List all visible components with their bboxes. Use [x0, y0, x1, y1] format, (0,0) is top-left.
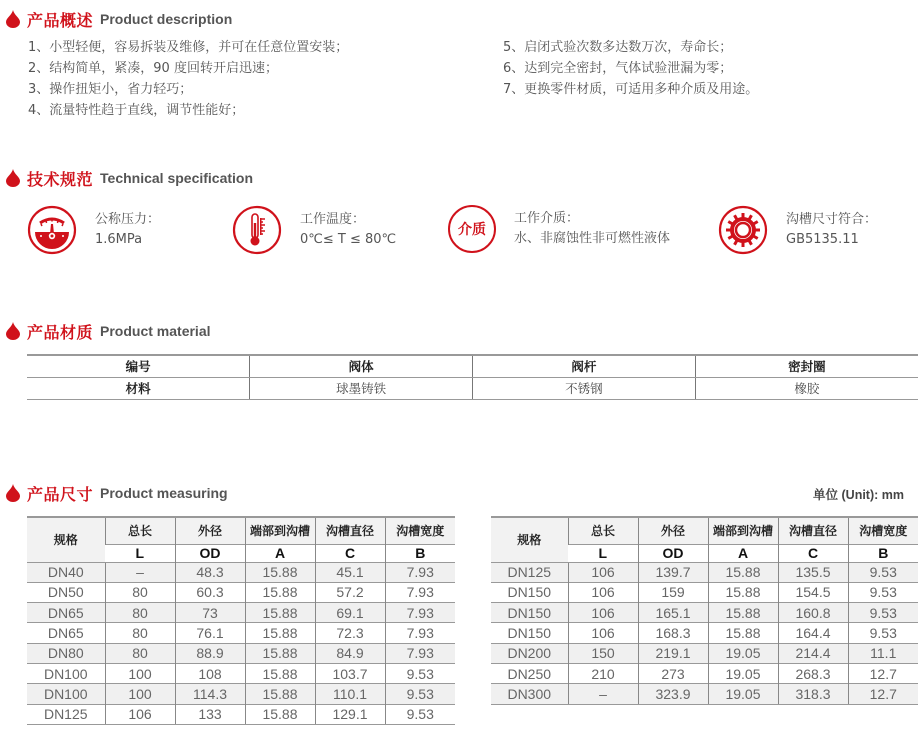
table-cell: 7.93 — [385, 643, 455, 663]
table-cell: 12.7 — [848, 684, 918, 704]
table-row — [27, 643, 455, 663]
spec-label: 沟槽尺寸符合： — [786, 212, 878, 227]
table-cell: 7.93 — [385, 582, 455, 602]
spec-medium — [448, 205, 670, 253]
table-row — [491, 663, 918, 683]
table-cell: 7.93 — [385, 603, 455, 623]
dimension-header-row — [27, 517, 455, 544]
description-item: 5、启闭式验次数多达数万次，寿命长； — [503, 40, 733, 55]
section-title-description — [6, 7, 232, 31]
table-cell: 19.05 — [708, 684, 778, 704]
material-cell: 球墨铸铁 — [250, 377, 473, 399]
table-cell: 133 — [175, 704, 245, 724]
table-cell: 106 — [568, 623, 638, 643]
table-cell: 7.93 — [385, 562, 455, 582]
table-cell: 214.4 — [778, 643, 848, 663]
spec-label: 公称压力： — [95, 212, 161, 227]
table-cell: 7.93 — [385, 623, 455, 643]
spec-label: 工作温度： — [300, 212, 366, 227]
table-cell: – — [105, 562, 175, 582]
table-cell: 15.88 — [708, 582, 778, 602]
section-title-technical — [6, 166, 253, 190]
table-cell: 11.1 — [848, 643, 918, 663]
table-cell: DN50 — [27, 582, 105, 602]
table-cell: 45.1 — [315, 562, 385, 582]
table-cell: 73 — [175, 603, 245, 623]
table-cell: DN40 — [27, 562, 105, 582]
dimension-table-right — [491, 516, 918, 705]
symbol-a: A — [245, 544, 315, 562]
table-cell: 15.88 — [708, 603, 778, 623]
unit-label: 单位 (Unit): mm — [813, 488, 904, 502]
symbol-l: L — [568, 544, 638, 562]
flame-drop-icon — [6, 10, 20, 28]
medium-badge-icon — [448, 205, 496, 253]
table-row — [27, 562, 455, 582]
table-cell: DN150 — [491, 603, 568, 623]
technical-title-cn: 技术规范 — [27, 169, 94, 189]
symbol-b: B — [385, 544, 455, 562]
table-row — [27, 684, 455, 704]
table-cell: 268.3 — [778, 663, 848, 683]
material-table — [27, 354, 918, 400]
table-cell: 106 — [568, 562, 638, 582]
table-cell: DN65 — [27, 603, 105, 623]
table-cell: DN150 — [491, 623, 568, 643]
table-cell: DN300 — [491, 684, 568, 704]
table-cell: 15.88 — [245, 603, 315, 623]
table-cell: 15.88 — [245, 623, 315, 643]
table-cell: 15.88 — [245, 582, 315, 602]
table-row — [27, 603, 455, 623]
table-cell: 12.7 — [848, 663, 918, 683]
material-header-cell: 阀杆 — [473, 355, 696, 377]
spec-value: 1.6MPa — [95, 232, 143, 247]
symbol-c: C — [778, 544, 848, 562]
table-row — [27, 663, 455, 683]
table-cell: DN125 — [27, 704, 105, 724]
header-groove-diameter: 沟槽直径 — [315, 517, 385, 544]
header-spec: 规格 — [27, 517, 105, 562]
material-header-cell: 密封圈 — [695, 355, 918, 377]
table-cell: 135.5 — [778, 562, 848, 582]
table-cell: 210 — [568, 663, 638, 683]
table-cell: 9.53 — [848, 582, 918, 602]
table-cell: 15.88 — [708, 562, 778, 582]
table-cell: 159 — [638, 582, 708, 602]
table-cell: 108 — [175, 663, 245, 683]
table-row — [491, 684, 918, 704]
symbol-l: L — [105, 544, 175, 562]
table-cell: 76.1 — [175, 623, 245, 643]
material-row — [27, 377, 918, 399]
table-cell: 15.88 — [708, 623, 778, 643]
table-cell: 160.8 — [778, 603, 848, 623]
spec-value: 0℃≤ T ≤ 80℃ — [300, 232, 397, 247]
table-cell: 100 — [105, 684, 175, 704]
material-title-en: Product material — [100, 323, 211, 339]
description-title-cn: 产品概述 — [27, 10, 94, 30]
material-cell: 橡胶 — [695, 377, 918, 399]
table-cell: DN100 — [27, 663, 105, 683]
pressure-gauge-icon — [27, 205, 77, 255]
measuring-title-en: Product measuring — [100, 485, 228, 501]
table-cell: 72.3 — [315, 623, 385, 643]
table-row — [491, 603, 918, 623]
header-groove-width: 沟槽宽度 — [385, 517, 455, 544]
medium-badge-text: 介质 — [458, 222, 486, 238]
table-cell: DN200 — [491, 643, 568, 663]
table-cell: DN100 — [27, 684, 105, 704]
flame-drop-icon — [6, 322, 20, 340]
table-cell: 164.4 — [778, 623, 848, 643]
table-cell: 84.9 — [315, 643, 385, 663]
spec-temperature — [232, 205, 396, 255]
material-title-cn: 产品材质 — [27, 322, 94, 342]
table-cell: 273 — [638, 663, 708, 683]
table-cell: DN250 — [491, 663, 568, 683]
table-cell: 80 — [105, 603, 175, 623]
table-row — [491, 562, 918, 582]
spec-pressure — [27, 205, 160, 255]
symbol-od: OD — [638, 544, 708, 562]
table-cell: 48.3 — [175, 562, 245, 582]
description-item: 3、操作扭矩小，省力轻巧； — [28, 82, 193, 97]
table-cell: 129.1 — [315, 704, 385, 724]
table-cell: 57.2 — [315, 582, 385, 602]
table-cell: 110.1 — [315, 684, 385, 704]
symbol-b: B — [848, 544, 918, 562]
header-end-to-groove: 端部到沟槽 — [245, 517, 315, 544]
flame-drop-icon — [6, 169, 20, 187]
table-cell: 15.88 — [245, 643, 315, 663]
header-end-to-groove: 端部到沟槽 — [708, 517, 778, 544]
description-item: 7、更换零件材质，可适用多种介质及用途。 — [503, 82, 759, 97]
table-row — [27, 582, 455, 602]
table-cell: 150 — [568, 643, 638, 663]
table-cell: 103.7 — [315, 663, 385, 683]
header-groove-width: 沟槽宽度 — [848, 517, 918, 544]
section-title-material — [6, 319, 211, 343]
dimension-header-row — [491, 517, 918, 544]
table-cell: 114.3 — [175, 684, 245, 704]
table-cell: 168.3 — [638, 623, 708, 643]
table-cell: 88.9 — [175, 643, 245, 663]
gear-icon — [718, 205, 768, 255]
table-cell: DN150 — [491, 582, 568, 602]
table-row — [491, 643, 918, 663]
table-cell: 80 — [105, 623, 175, 643]
table-cell: 9.53 — [848, 623, 918, 643]
header-length: 总长 — [568, 517, 638, 544]
table-cell: 106 — [568, 582, 638, 602]
table-cell: 80 — [105, 582, 175, 602]
description-list-right — [503, 37, 758, 100]
table-cell: 15.88 — [245, 684, 315, 704]
table-cell: 9.53 — [848, 562, 918, 582]
table-cell: 69.1 — [315, 603, 385, 623]
table-cell: 100 — [105, 663, 175, 683]
table-cell: 9.53 — [385, 704, 455, 724]
technical-title-en: Technical specification — [100, 170, 254, 186]
header-groove-diameter: 沟槽直径 — [778, 517, 848, 544]
spec-groove — [718, 205, 877, 255]
measuring-title-cn: 产品尺寸 — [27, 484, 94, 504]
table-cell: 323.9 — [638, 684, 708, 704]
material-cell: 材料 — [27, 377, 250, 399]
symbol-a: A — [708, 544, 778, 562]
material-header-cell: 阀体 — [250, 355, 473, 377]
table-cell: 15.88 — [245, 562, 315, 582]
symbol-c: C — [315, 544, 385, 562]
material-header-cell: 编号 — [27, 355, 250, 377]
flame-drop-icon — [6, 484, 20, 502]
dimension-table-left — [27, 516, 455, 725]
thermometer-icon — [232, 205, 282, 255]
table-cell: 19.05 — [708, 663, 778, 683]
description-item: 4、流量特性趋于直线，调节性能好； — [28, 103, 245, 118]
table-row — [27, 704, 455, 724]
header-od: 外径 — [175, 517, 245, 544]
table-cell: 15.88 — [245, 704, 315, 724]
spec-label: 工作介质： — [514, 211, 580, 226]
header-spec: 规格 — [491, 517, 568, 562]
table-cell: 9.53 — [385, 684, 455, 704]
table-cell: 165.1 — [638, 603, 708, 623]
description-item: 1、小型轻便，容易拆装及维修，并可在任意位置安装； — [28, 40, 349, 55]
table-cell: DN65 — [27, 623, 105, 643]
symbol-od: OD — [175, 544, 245, 562]
description-item: 6、达到完全密封，气体试验泄漏为零； — [503, 61, 733, 76]
table-cell: 80 — [105, 643, 175, 663]
description-list-left — [28, 37, 348, 121]
material-cell: 不锈钢 — [473, 377, 696, 399]
table-cell: 106 — [105, 704, 175, 724]
table-cell: 9.53 — [385, 663, 455, 683]
table-cell: 15.88 — [245, 663, 315, 683]
table-cell: – — [568, 684, 638, 704]
spec-value: GB5135.11 — [786, 232, 859, 247]
table-cell: 60.3 — [175, 582, 245, 602]
table-cell: 19.05 — [708, 643, 778, 663]
header-od: 外径 — [638, 517, 708, 544]
material-header-row — [27, 355, 918, 377]
table-cell: 9.53 — [848, 603, 918, 623]
spec-value: 水、非腐蚀性非可燃性液体 — [514, 231, 671, 246]
description-item: 2、结构简单，紧凑，90 度回转开启迅速； — [28, 61, 278, 76]
table-row — [27, 623, 455, 643]
table-cell: 318.3 — [778, 684, 848, 704]
table-cell: 106 — [568, 603, 638, 623]
table-cell: 139.7 — [638, 562, 708, 582]
table-cell: 219.1 — [638, 643, 708, 663]
header-length: 总长 — [105, 517, 175, 544]
table-cell: DN80 — [27, 643, 105, 663]
table-cell: DN125 — [491, 562, 568, 582]
section-title-measuring — [6, 481, 228, 505]
description-title-en: Product description — [100, 11, 233, 27]
table-cell: 154.5 — [778, 582, 848, 602]
table-row — [491, 582, 918, 602]
table-row — [491, 623, 918, 643]
